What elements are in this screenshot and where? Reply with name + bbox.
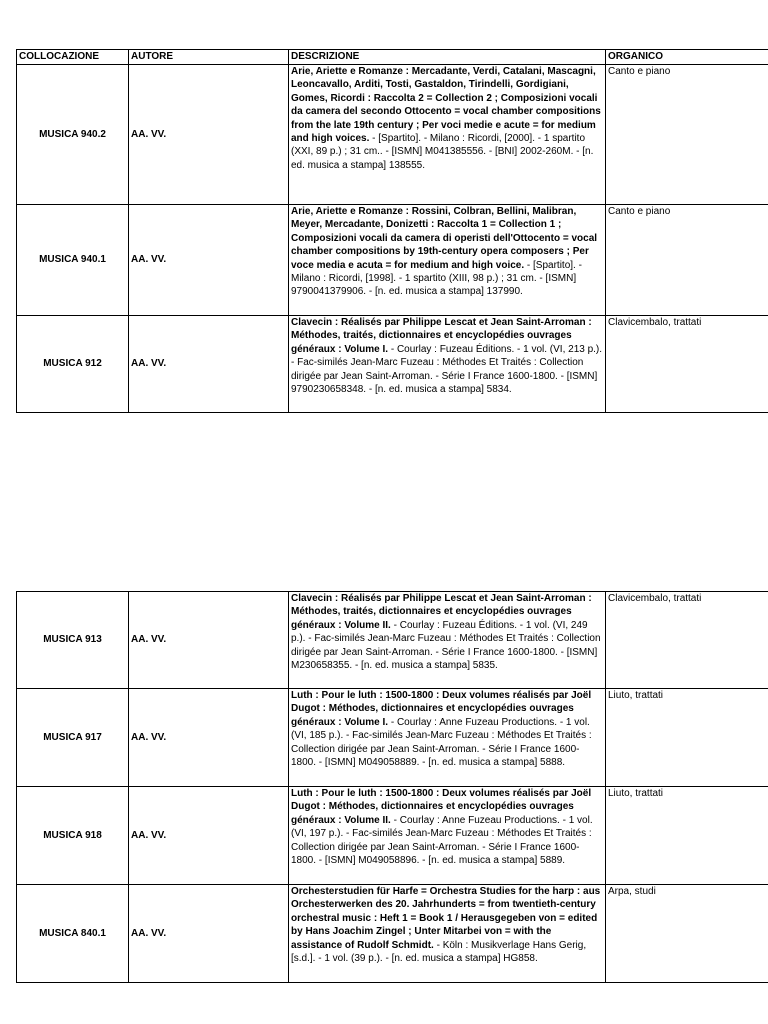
autore-cell: AA. VV.: [129, 65, 289, 205]
header-descrizione: DESCRIZIONE: [289, 50, 606, 65]
collocazione-cell: MUSICA 840.1: [17, 885, 129, 983]
record-details: - Köln : Musikverlage Hans Gerig, [s.d.]. - 1 vol. (39 p.). - [n. ed. musica a stampa] HG858.: [291, 939, 587, 965]
catalog-table-page-section-1: [16, 49, 768, 413]
table-row: [17, 689, 768, 787]
descrizione-cell: [289, 65, 606, 205]
descrizione-cell: [289, 316, 606, 413]
descrizione-cell: [289, 205, 606, 316]
organico-cell: Canto e piano: [606, 65, 768, 205]
descrizione-cell: [289, 885, 606, 983]
table-row: [17, 65, 768, 205]
collocazione-cell: MUSICA 912: [17, 316, 129, 413]
table-row: [17, 885, 768, 983]
table-row: [17, 787, 768, 885]
table-row: [17, 205, 768, 316]
table-row: [17, 592, 768, 689]
table-row: [17, 316, 768, 413]
collocazione-cell: MUSICA 940.2: [17, 65, 129, 205]
collocazione-cell: MUSICA 918: [17, 787, 129, 885]
record-title: Arie, Ariette e Romanze : Mercadante, Verdi, Catalani, Mascagni, Leoncavallo, Arditi, Tosti, Gastaldon, Tirindelli, Gordigiani, Gomes, Ricordi : Raccolta 2 = Collection 2 ; Composizioni vocali da camera del secondo Ottocento = vocal chamber compositions from the late 19th century ; Per voci medie e acute = for medium and high voices.: [291, 66, 601, 145]
record-details: - [Spartito]. - Milano : Ricordi, [2000]. - 1 spartito (XXI, 89 p.) ; 31 cm.. - [ISMN] M041385556. - [BNI] 2002-260M. - [n. ed. musica a stampa] 138555.: [291, 133, 594, 171]
record-title: Clavecin : Réalisés par Philippe Lescat et Jean Saint-Arroman : Méthodes, traités, dictionnaires et encyclopédies ouvrages généraux : Volume II.: [291, 593, 592, 631]
record-title: Clavecin : Réalisés par Philippe Lescat et Jean Saint-Arroman : Méthodes, traités, dictionnaires et encyclopédies ouvrages généraux : Volume I.: [291, 317, 592, 355]
record-details: - Courlay : Fuzeau Éditions. - 1 vol. (VI, 249 p.). - Fac-similés Jean-Marc Fuzeau : Méthodes Et Traités : Collection dirigée par Jean Saint-Arroman. - Série I France 1600-1800. - [ISMN] M230658355. - [n. ed. musica a stampa] 5835.: [291, 619, 601, 672]
autore-cell: AA. VV.: [129, 316, 289, 413]
header-organico: ORGANICO: [606, 50, 768, 65]
header-collocazione: COLLOCAZIONE: [17, 50, 129, 65]
organico-cell: Liuto, trattati: [606, 787, 768, 885]
organico-cell: Clavicembalo, trattati: [606, 592, 768, 689]
organico-cell: Canto e piano: [606, 205, 768, 316]
collocazione-cell: MUSICA 917: [17, 689, 129, 787]
record-title: Arie, Ariette e Romanze : Rossini, Colbran, Bellini, Malibran, Meyer, Mercadante, Donizetti : Raccolta 1 = Collection 1 ; Composizioni vocali da camera di operisti dell'Ottocento = vocal chamber compositions by 19th-century opera composers ; Per voce media e acuta = for medium and high voice.: [291, 206, 598, 271]
organico-cell: Arpa, studi: [606, 885, 768, 983]
catalog-table-page-section-2: [16, 591, 768, 983]
header-autore: AUTORE: [129, 50, 289, 65]
collocazione-cell: MUSICA 940.1: [17, 205, 129, 316]
record-details: - Courlay : Anne Fuzeau Productions. - 1 vol. (VI, 185 p.). - Fac-similés Jean-Marc Fuzeau : Méthodes Et Traités : Collection dirigée par Jean Saint-Arroman. - Série I France 1600-1800. - [ISMN] M049058889. - [n. ed. musica a stampa] 5888.: [291, 716, 592, 769]
autore-cell: AA. VV.: [129, 205, 289, 316]
autore-cell: AA. VV.: [129, 787, 289, 885]
table-header-row: [17, 50, 768, 65]
autore-cell: AA. VV.: [129, 885, 289, 983]
autore-cell: AA. VV.: [129, 689, 289, 787]
record-title: Orchesterstudien für Harfe = Orchestra Studies for the harp : aus Orchesterwerken des 20. Jahrhunderts = from twentieth-century orchestral music : Heft 1 = Book 1 / Herausgegeben von = edited by Hans Joachim Zingel ; Unter Mitarbei von = with the assistance of Rudolf Schmidt.: [291, 886, 601, 951]
record-title: Luth : Pour le luth : 1500-1800 : Deux volumes réalisés par Joël Dugot : Méthodes, dictionnaires et encyclopédies ouvrages généraux : Volume I.: [291, 690, 592, 728]
record-details: - [Spartito]. - Milano : Ricordi, [1998]. - 1 spartito (XIII, 98 p.) ; 31 cm. - [ISMN] 9790041379906. - [n. ed. musica a stampa] 137990.: [291, 259, 582, 298]
descrizione-cell: [289, 689, 606, 787]
descrizione-cell: [289, 592, 606, 689]
collocazione-cell: MUSICA 913: [17, 592, 129, 689]
record-title: Luth : Pour le luth : 1500-1800 : Deux volumes réalisés par Joël Dugot : Méthodes, dictionnaires et encyclopédies ouvrages généraux : Volume II.: [291, 788, 592, 826]
record-details: - Courlay : Fuzeau Éditions. - 1 vol. (VI, 213 p.). - Fac-similés Jean-Marc Fuzeau : Méthodes Et Traités : Collection dirigée par Jean Saint-Arroman. - Série I France 1600-1800. - [ISMN] 9790230658348. - [n. ed. musica a stampa] 5834.: [291, 343, 603, 396]
organico-cell: Liuto, trattati: [606, 689, 768, 787]
autore-cell: AA. VV.: [129, 592, 289, 689]
descrizione-cell: [289, 787, 606, 885]
record-details: - Courlay : Anne Fuzeau Productions. - 1 vol. (VI, 197 p.). - Fac-similés Jean-Marc Fuzeau : Méthodes Et Traités : Collection dirigée par Jean Saint-Arroman. - Série I France 1600-1800. - [ISMN] M049058896. - [n. ed. musica a stampa] 5889.: [291, 814, 593, 867]
organico-cell: Clavicembalo, trattati: [606, 316, 768, 413]
